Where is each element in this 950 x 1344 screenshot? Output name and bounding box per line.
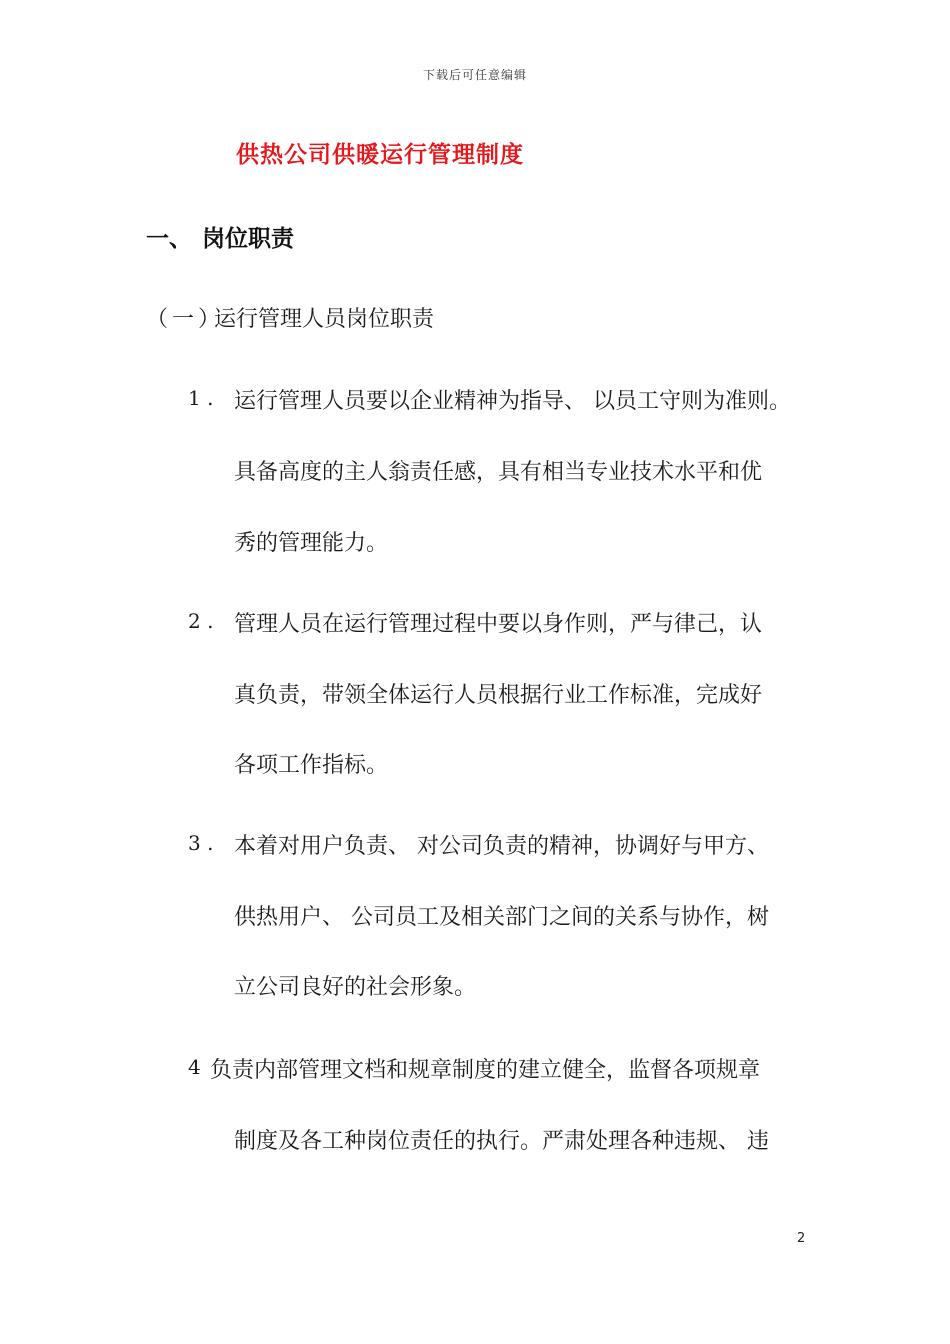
section-number: 一、: [146, 226, 192, 252]
list-item-line: 真负责，带领全体运行人员根据行业工作标准，完成好: [234, 683, 763, 708]
subsection-heading-text: 运行管理人员岗位职责: [214, 307, 435, 332]
list-item-line: 秀的管理能力。: [234, 531, 389, 556]
list-item-line: 各项工作指标。: [234, 753, 389, 778]
list-item-line: 负责内部管理文档和规章制度的建立健全，监督各项规章: [210, 1058, 761, 1083]
list-item-line: 具备高度的主人翁责任感，具有相当专业技术水平和优: [234, 460, 763, 485]
list-item-number: 4: [188, 1055, 201, 1079]
section-heading-text: 岗位职责: [202, 226, 294, 252]
list-item-line: 供热用户、 公司员工及相关部门之间的关系与协作，树: [234, 905, 769, 930]
page-number: 2: [797, 1231, 806, 1246]
list-item-line: 运行管理人员要以企业精神为指导、 以员工守则为准则。: [234, 389, 791, 414]
list-item-line: 制度及各工种岗位责任的执行。严肃处理各种违规、 违: [234, 1129, 769, 1154]
list-item-number: 2 .: [188, 609, 214, 633]
list-item-line: 管理人员在运行管理过程中要以身作则，严与律己，认: [234, 612, 763, 637]
document-title: 供热公司供暖运行管理制度: [236, 142, 524, 168]
list-item-line: 本着对用户负责、 对公司负责的精神，协调好与甲方、: [234, 834, 769, 859]
list-item-number: 3 .: [188, 831, 214, 855]
list-item-line: 立公司良好的社会形象。: [234, 975, 477, 1000]
subsection-number: （一）: [146, 307, 225, 332]
list-item-number: 1 .: [188, 386, 214, 410]
section-heading: [146, 220, 294, 253]
header-note: 下载后可任意编辑: [422, 68, 527, 82]
subsection-heading: [146, 302, 434, 333]
